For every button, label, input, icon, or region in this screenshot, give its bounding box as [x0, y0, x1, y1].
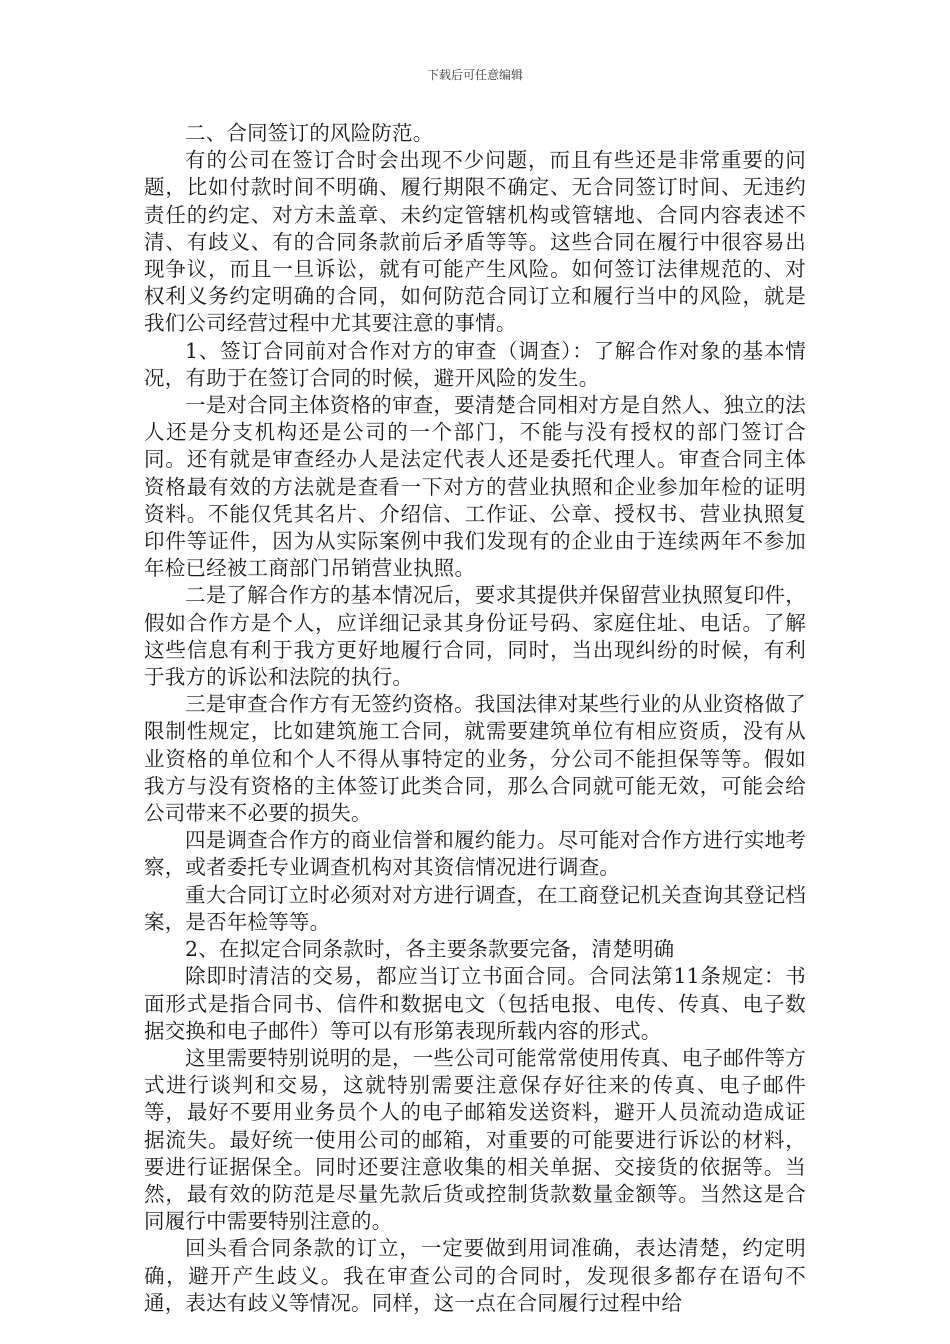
paragraph: 2、在拟定合同条款时，各主要条款要完备，清楚明确	[185, 937, 675, 962]
paragraph: 回头看合同条款的订立，一定要做到用词准确，表达清楚，约定明确，避开产生歧义。我在审查公司的合同时，发现很多都存在语句不通，表达有歧义等情况。同样，这一点在合同履行过程中给	[144, 1236, 806, 1315]
paragraph: 有的公司在签订合时会出现不少问题，而且有些还是非常重要的问题，比如付款时间不明确、履行期限不确定、无合同签订时间、无违约责任的约定、对方未盖章、未约定管辖机构或管辖地、合同内容表述不清、有歧义、有的合同条款前后矛盾等等。这些合同在履行中很容易出现争议，而且一旦诉讼，就有可能产生风险。如何签订法律规范的、对权利义务约定明确的合同，如何防范合同订立和履行当中的风险，就是我们公司经营过程中尤其要注意的事情。	[144, 148, 806, 336]
paragraph: 四是调查合作方的商业信誉和履约能力。尽可能对合作方进行实地考察，或者委托专业调查机构对其资信情况进行调查。	[144, 828, 806, 880]
document-body	[144, 120, 806, 1317]
paragraph: 三是审查合作方有无签约资格。我国法律对某些行业的从业资格做了限制性规定，比如建筑施工合同，就需要建筑单位有相应资质，没有从业资格的单位和个人不得从事特定的业务，分公司不能担保等等。假如我方与没有资格的主体签订此类合同，那么合同就可能无效，可能会给公司带来不必要的损失。	[144, 692, 806, 826]
paragraph: 1、签订合同前对合作对方的审查（调查）：了解合作对象的基本情况，有助于在签订合同的时候，避开风险的发生。	[144, 338, 806, 390]
paragraph: 重大合同订立时必须对对方进行调查，在工商登记机关查询其登记档案，是否年检等等。	[144, 882, 806, 934]
paragraph: 一是对合同主体资格的审查，要清楚合同相对方是自然人、独立的法人还是分支机构还是公司的一个部门，不能与没有授权的部门签订合同。还有就是审查经办人是法定代表人还是委托代理人。审查合同主体资格最有效的方法就是查看一下对方的营业执照和企业参加年检的证明资料。不能仅凭其名片、介绍信、工作证、公章、授权书、营业执照复印件等证件，因为从实际案例中我们发现有的企业由于连续两年不参加年检已经被工商部门吊销营业执照。	[144, 393, 806, 581]
paragraph: 这里需要特别说明的是，一些公司可能常常使用传真、电子邮件等方式进行谈判和交易，这就特别需要注意保存好往来的传真、电子邮件等，最好不要用业务员个人的电子邮箱发送资料，避开人员流动造成证据流失。最好统一使用公司的邮箱，对重要的可能要进行诉讼的材料，要进行证据保全。同时还要注意收集的相关单据、交接货的依据等。当然，最有效的防范是尽量先款后货或控制货款数量金额等。当然这是合同履行中需要特别注意的。	[144, 1045, 806, 1234]
paragraph: 除即时清洁的交易，都应当订立书面合同。合同法第11条规定：书面形式是指合同书、信件和数据电文（包括电报、电传、传真、电子数据交换和电子邮件）等可以有形第表现所载内容的形式。	[144, 964, 806, 1043]
paragraph: 二是了解合作方的基本情况后，要求其提供并保留营业执照复印件，假如合作方是个人，应详细记录其身份证号码、家庭住址、电话。了解这些信息有利于我方更好地履行合同，同时，当出现纠纷的时候，有利于我方的诉讼和法院的执行。	[144, 583, 806, 690]
section-heading: 二、合同签订的风险防范。	[185, 121, 434, 145]
header-note: 下载后可任意编辑	[426, 68, 523, 82]
